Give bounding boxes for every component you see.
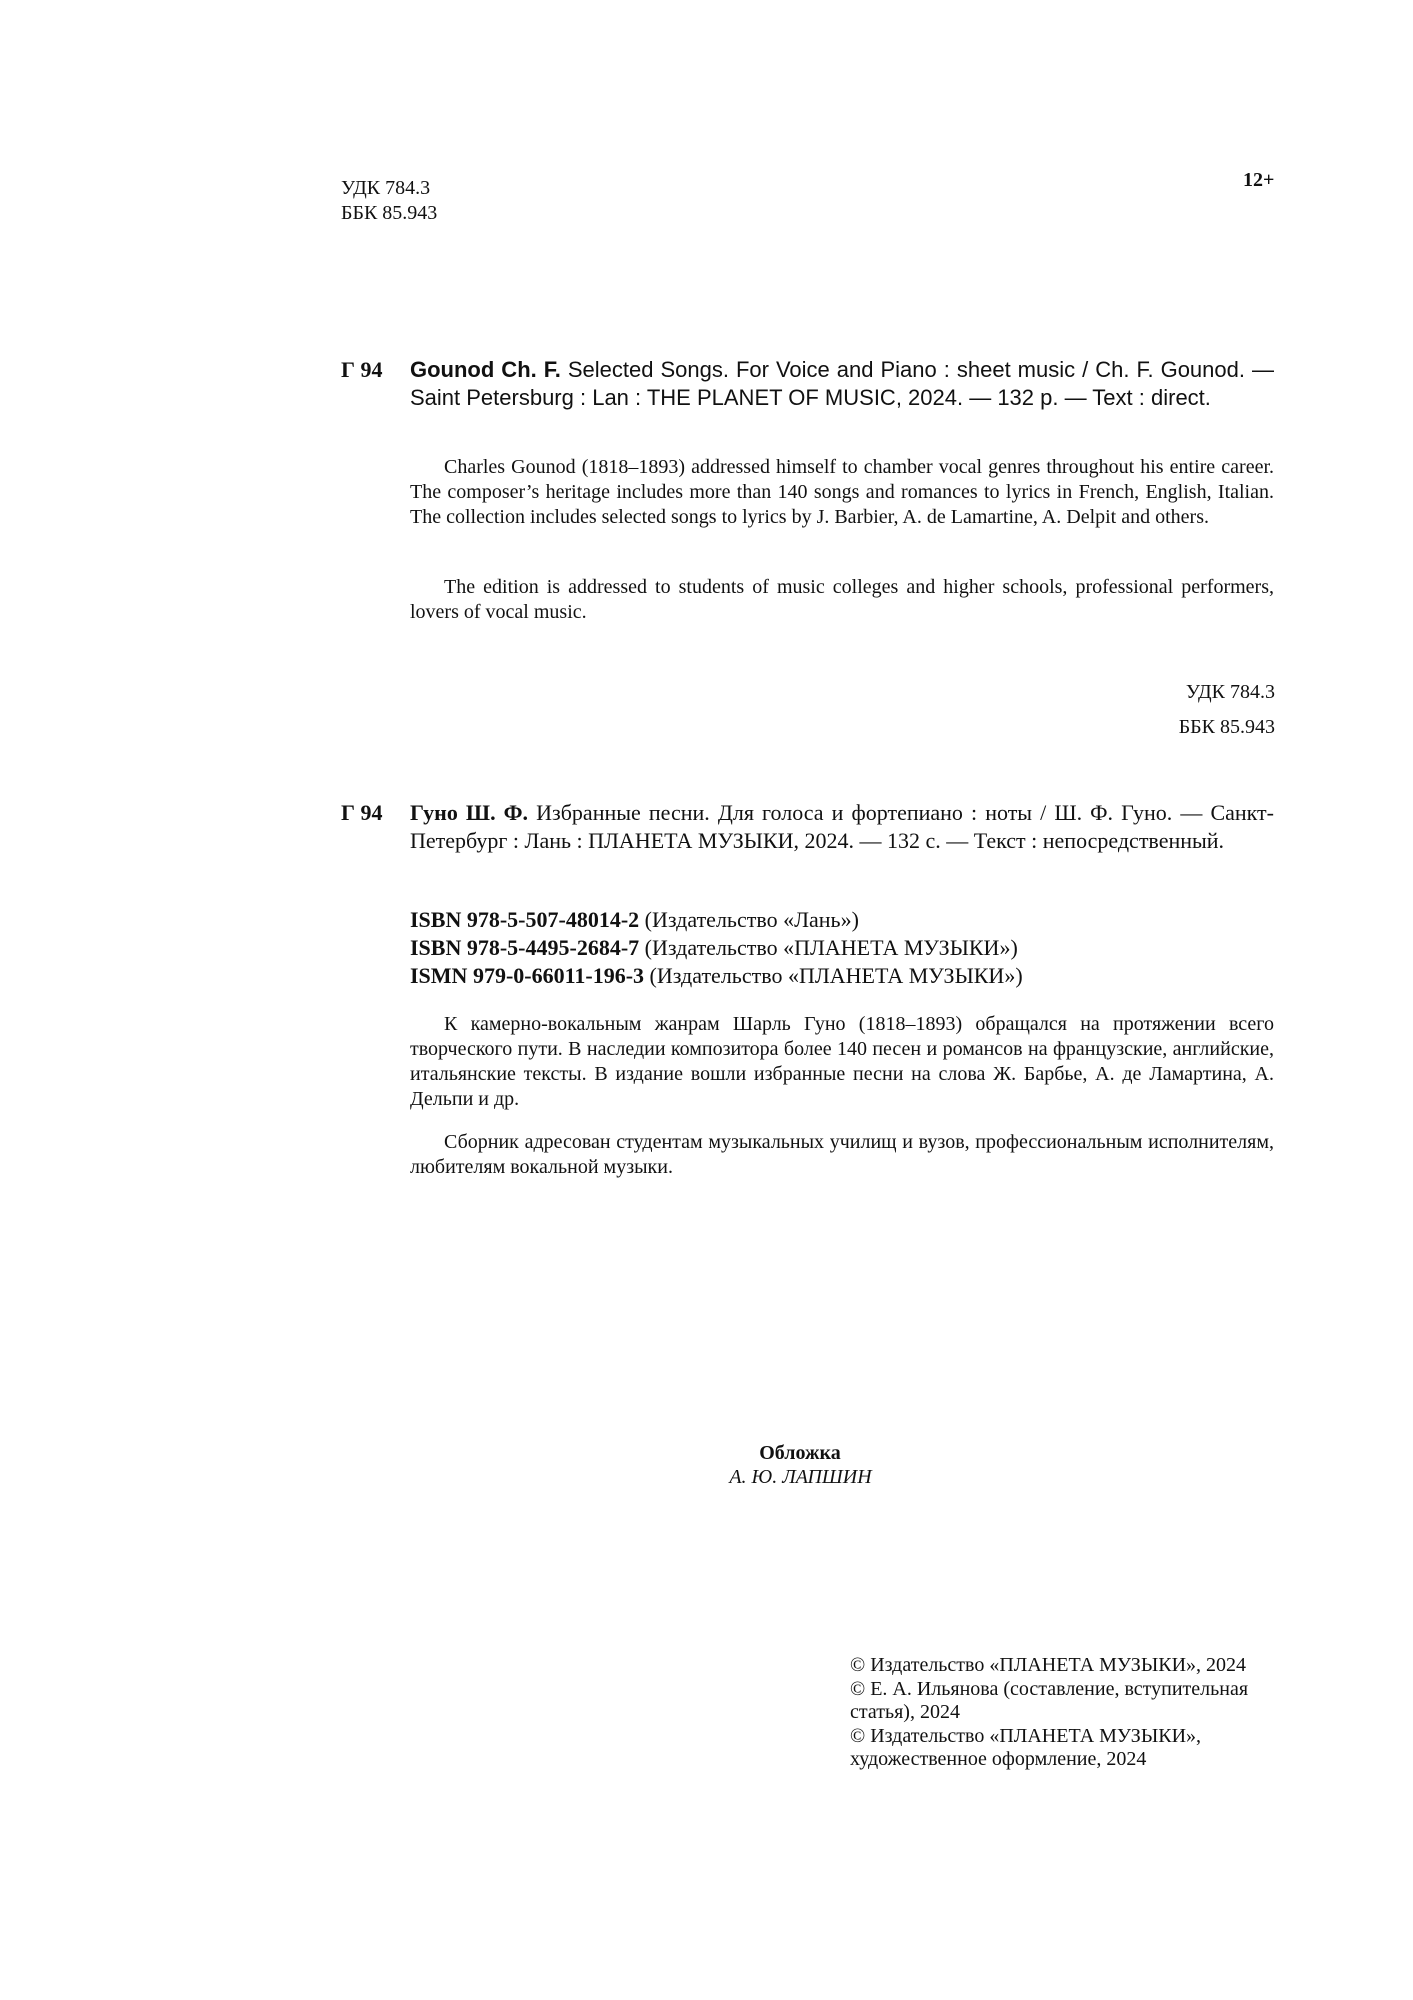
identifier-publisher: (Издательство «ПЛАНЕТА МУЗЫКИ») [644,935,1018,960]
english-entry [341,356,1274,412]
russian-abstract-2: Сборник адресован студентам музыкальных училищ и вузов, профессиональным исполнителям, любителям вокальной музыки. [410,1131,1274,1178]
english-entry-author: Gounod Ch. F. [410,357,561,382]
russian-abstract-1: К камерно-вокальным жанрам Шарль Гуно (1818–1893) обращался на протяжении всего творческого пути. В наследии композитора более 140 песен и романсов на французские, английские, итальянские тексты. В издание вошли избранные песни на слова Ж. Барбье, А. де Ламартина, А. Дельпи и др. [410,1013,1274,1110]
copyright-line: © Издательство «ПЛАНЕТА МУЗЫКИ», 2024 [850,1654,1247,1676]
cover-credit-label: Обложка [759,1442,841,1464]
top-udk: УДК 784.3 [341,177,431,199]
russian-entry-code: Г 94 [341,800,383,825]
russian-entry-description: Избранные песни. Для голоса и фортепиано : ноты / Ш. Ф. Гуно. — Санкт-Петербург : Лань : ПЛАНЕТА МУЗЫКИ, 2024. — 132 с. — Текст : непосредственный. [410,800,1274,853]
copyright-line: © Е. А. Ильянова (составление, вступительная статья), 2024 [850,1677,1249,1723]
identifier-number: ISBN 978-5-4495-2684-7 [410,935,640,960]
copyright-block [850,1654,1250,1772]
mid-udk: УДК 784.3 [1185,681,1275,703]
identifier-line [410,962,1023,990]
cover-credit-name: А. Ю. ЛАПШИН [729,1466,872,1488]
age-rating: 12+ [1243,169,1275,191]
identifier-publisher: (Издательство «ПЛАНЕТА МУЗЫКИ») [649,963,1023,988]
english-entry-code: Г 94 [341,357,383,382]
identifier-number: ISBN 978-5-507-48014-2 [410,907,640,932]
top-bbk: ББК 85.943 [341,202,438,224]
copyright-line: © Издательство «ПЛАНЕТА МУЗЫКИ», художественное оформление, 2024 [850,1724,1202,1770]
russian-entry-body [410,799,1274,855]
mid-bbk: ББК 85.943 [1178,716,1275,738]
english-entry-description: Selected Songs. For Voice and Piano : sheet music / Ch. F. Gounod. — Saint Petersburg : Lan : THE PLANET OF MUSIC, 2024. — 132 p. — Text : direct. [410,357,1274,410]
english-entry-body [410,356,1274,412]
english-abstract-1: Charles Gounod (1818–1893) addressed himself to chamber vocal genres throughout his entire career. The composer’s heritage includes more than 140 songs and romances to lyrics in French, English, Italian. The collection includes selected songs to lyrics by J. Barbier, A. de Lamartine, A. Delpit and others. [410,456,1274,528]
identifier-number: ISMN 979-0-66011-196-3 [410,963,645,988]
english-abstract-2: The edition is addressed to students of music colleges and higher schools, professional performers, lovers of vocal music. [410,576,1274,623]
identifier-list [410,906,1023,990]
russian-entry-author: Гуно Ш. Ф. [410,800,529,825]
identifier-line [410,906,1023,934]
identifier-line [410,934,1023,962]
russian-entry [341,799,1274,855]
identifier-publisher: (Издательство «Лань») [644,907,859,932]
